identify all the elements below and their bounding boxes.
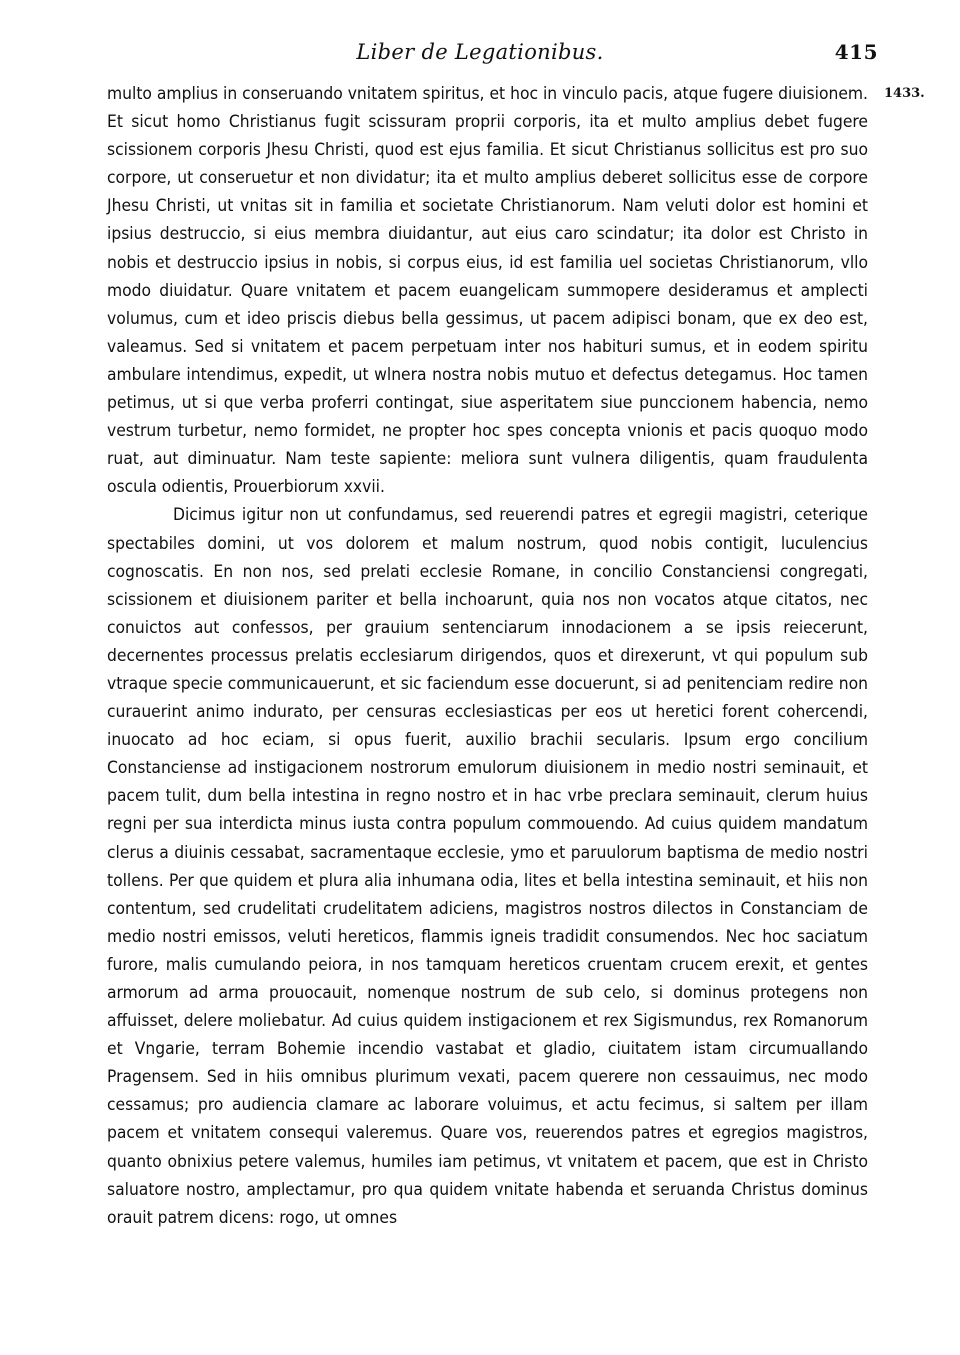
body-text xyxy=(107,80,868,1232)
running-title: Liber de Legationibus. xyxy=(356,40,604,64)
margin-year-note: 1433. xyxy=(884,86,925,101)
page-number: 415 xyxy=(834,40,878,64)
paragraph-1: multo amplius in conseruando vnitatem spiritus, et hoc in vinculo pacis, atque fugere diuisionem. Et sicut homo Christianus fugit scissuram proprii corporis, ita et multo amplius debet fugere scissionem corporis Jhesu Christi, quod est ejus familia. Et sicut Christianus sollicitus est pro suo corpore, ut conseruetur et non dividatur; ita et multo amplius deberet sollicitus esse de corpore Jhesu Christi, ut vnitas sit in familia et societate Christianorum. Nam veluti dolor est homini et ipsius destruccio, si eius membra diuidantur, aut eius caro scindatur; ita dolor est Christo in nobis et destruccio ipsius in nobis, si corpus eius, id est familia uel societas Christianorum, vllo modo diuidatur. Quare vnitatem et pacem euangelicam summopere desideramus et amplecti volumus, cum et ideo priscis diebus bella gessimus, ut pacem adipisci bonam, que ex deo est, valeamus. Sed si vnitatem et pacem perpetuam inter nos habituri sumus, et in eodem spiritu ambulare intendimus, expedit, ut wlnera nostra nobis mutuo et defectus detegamus. Hoc tamen petimus, ut si que verba proferri contingat, siue asperitatem siue punccionem habencia, nemo vestrum turbetur, nemo formidet, ne propter hoc spes concepta vnionis et pacis quoquo modo ruat, aut diminuatur. Nam teste sapiente: meliora sunt vulnera diligentis, quam fraudulenta oscula odientis, Prouerbiorum xxvii. xyxy=(107,84,868,498)
paragraph-2: Dicimus igitur non ut confundamus, sed reuerendi patres et egregii magistri, ceterique spectabiles domini, ut vos dolorem et malum nostrum, quod nobis contigit, luculencius cognoscatis. En non nos, sed prelati ecclesie Romane, in concilio Constanciensi congregati, scissionem et diuisionem pariter et bella inchoarunt, quia nos non vocatos atque citatos, nec conuictos aut confessos, per grauium sentenciarum innodacionem a se ipsis reiecerunt, decernentes processus prelatis ecclesiarum dirigendos, quos et direxerunt, vt qui populum sub vtraque specie communicauerunt, et sic faciendum esse docuerunt, si ad penitenciam redire non curauerint animo indurato, per censuras ecclesiasticas per eos ut heretici forent cohercendi, inuocato ad hoc eciam, si opus fuerit, auxilio brachii secularis. Ipsum ergo concilium Constanciense ad instigacionem nostrorum emulorum diuisionem in medio nostri seminauit, et pacem tulit, dum bella intestina in regno nostro et in hac vrbe preclara seminauit, clerum huius regni per sua interdicta minus iusta contra populum commouendo. Ad cuius quidem mandatum clerus a diuinis cessabat, sacramentaque ecclesie, ymo et paruulorum baptisma de medio nostri tollens. Per que quidem et plura alia inhumana odia, lites et bella intestina seminauit, et hiis non contentum, sed crudelitati crudelitatem adiciens, magistros nostros dilectos in Constanciam de medio nostri emissos, veluti hereticos, flammis igneis tradidit consumendos. Nec hoc saciatum furore, malis cumulando peiora, in nos tamquam hereticos cruentam crucem erexit, et gentes armorum ad arma prouocauit, nomenque nostrum de sub celo, si dominus protegens non affuisset, delere moliebatur. Ad cuius quidem instigacionem et rex Sigismundus, rex Romanorum et Vngarie, terram Bohemie incendio vastabat et gladio, ciuitatem istam circumuallando Pragensem. Sed in hiis omnibus plurimum vexati, pacem querere non cessauimus, nec modo cessamus; pro audiencia clamare ac laborare voluimus, et actu fecimus, si saltem per illam pacem et vnitatem consequi valeremus. Quare vos, reuerendos patres et egregios magistros, quanto obnixius petere valemus, humiles iam petimus, vt vnitatem et pacem, que est in Christo saluatore nostro, amplectamur, pro qua quidem vnitate habenda et seruanda Christus dominus orauit patrem dicens: rogo, ut omnes xyxy=(107,505,868,1228)
